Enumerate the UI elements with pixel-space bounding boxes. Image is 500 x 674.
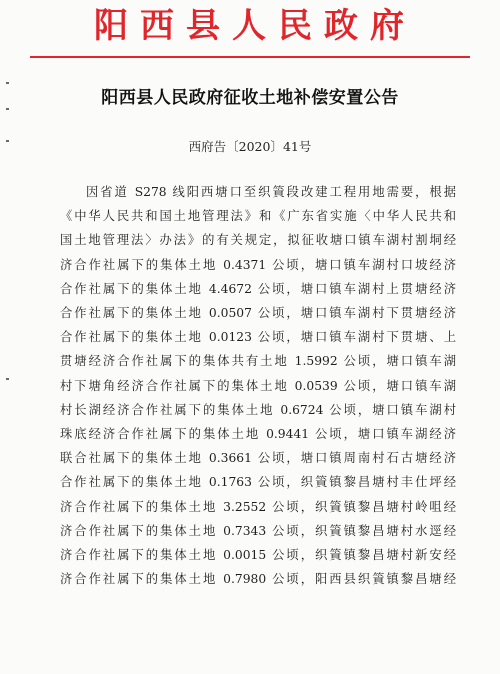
scan-mark bbox=[6, 140, 9, 142]
body-line: 联合社属下的集体土地 0.3661 公顷，塘口镇周南村石古塘经济 bbox=[60, 451, 456, 466]
document-title: 阳西县人民政府征收土地补偿安置公告 bbox=[101, 88, 399, 108]
body-line: 合作社属下的集体土地 0.0123 公顷，塘口镇车湖村下贯塘、上 bbox=[60, 330, 456, 345]
body-line: 《中华人民共和国土地管理法》和《广东省实施〈中华人民共和 bbox=[60, 209, 456, 224]
scan-mark bbox=[6, 108, 9, 110]
body-line: 国土地管理法〉办法》的有关规定，拟征收塘口镇车湖村割垌经 bbox=[60, 233, 456, 248]
body-line: 济合作社属下的集体土地 0.7980 公顷，阳西县织篢镇黎昌塘经 bbox=[60, 572, 456, 587]
red-divider-line bbox=[30, 56, 470, 58]
body-line: 济合作社属下的集体土地 0.4371 公顷，塘口镇车湖村口坡经济 bbox=[60, 257, 456, 272]
body-line: 合作社属下的集体土地 0.0507 公顷，塘口镇车湖村下贯塘经济 bbox=[60, 306, 456, 321]
body-line: 村下塘角经济合作社属下的集体土地 0.0539 公顷，塘口镇车湖 bbox=[60, 378, 456, 393]
scan-mark bbox=[6, 82, 9, 84]
scan-mark bbox=[6, 378, 9, 380]
body-line: 珠底经济合作社属下的集体土地 0.9441 公顷，塘口镇车湖经济 bbox=[60, 427, 456, 442]
body-line: 合作社属下的集体土地 0.1763 公顷，织篢镇黎昌塘村丰仕坪经 bbox=[60, 475, 456, 490]
body-line: 合作社属下的集体土地 4.4672 公顷，塘口镇车湖村上贯塘经济 bbox=[60, 281, 456, 296]
body-line: 济合作社属下的集体土地 0.0015 公顷，织篢镇黎昌塘村新安经 bbox=[60, 548, 456, 563]
masthead-title: 阳西县人民政府 bbox=[94, 6, 416, 46]
body-line: 因省道 S278 线阳西塘口至织篢段改建工程用地需要，根据 bbox=[86, 185, 456, 199]
document-number: 西府告〔2020〕41号 bbox=[188, 139, 312, 154]
document-body bbox=[60, 180, 456, 591]
body-line: 济合作社属下的集体土地 3.2552 公顷，织篢镇黎昌塘村岭咀经 bbox=[60, 499, 456, 514]
body-line: 济合作社属下的集体土地 0.7343 公顷，织篢镇黎昌塘村水逕经 bbox=[60, 523, 456, 538]
body-line: 贯塘经济合作社属下的集体共有土地 1.5992 公顷，塘口镇车湖 bbox=[60, 354, 456, 369]
body-line: 村长湖经济合作社属下的集体土地 0.6724 公顷，塘口镇车湖村 bbox=[60, 402, 456, 417]
